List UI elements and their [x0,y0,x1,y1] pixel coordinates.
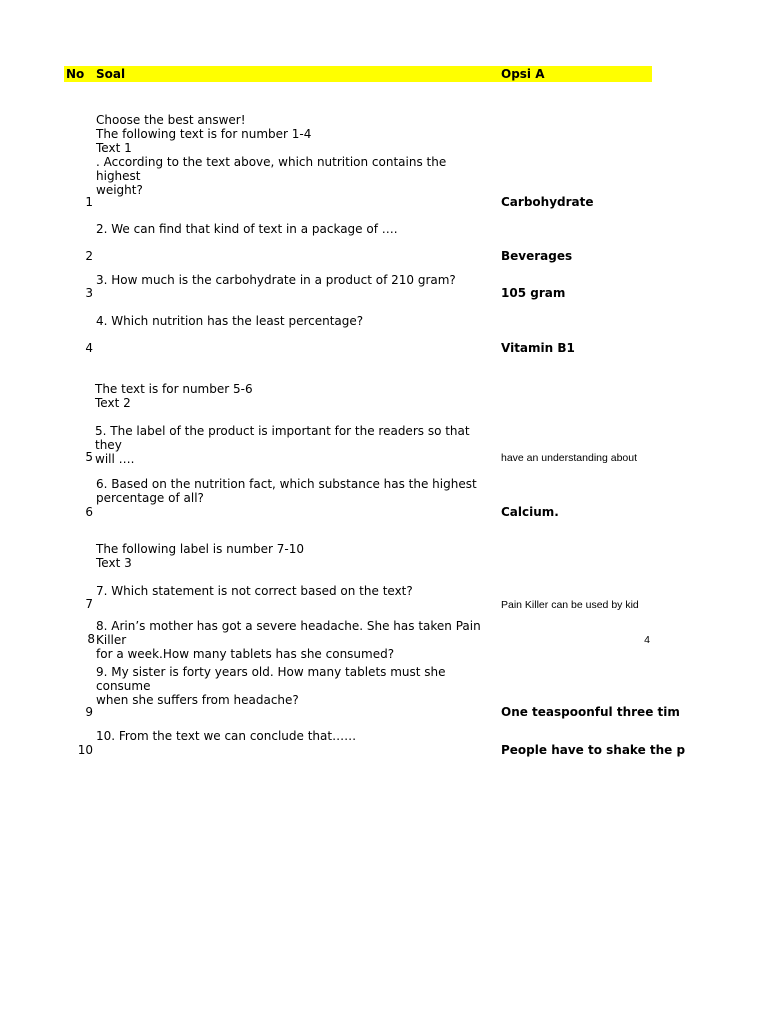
row-number-cell[interactable]: 2 [85,249,93,263]
option-a-cell[interactable]: Vitamin B1 [501,341,575,355]
option-a-cell[interactable]: have an understanding about [501,452,638,464]
row-number-cell[interactable]: 10 [77,743,93,757]
row-number-cell[interactable]: 8 [87,632,95,646]
question-cell[interactable] [96,273,488,287]
option-a-cell[interactable]: People have to shake the p [501,743,686,757]
question-cell[interactable] [96,222,488,236]
option-a-cell[interactable]: Calcium. [501,505,559,519]
question-line: Text 1 [96,141,132,155]
question-line: Text 3 [96,556,132,570]
question-line: . According to the text above, which nutrition contains the highest [96,155,451,183]
question-line: 6. Based on the nutrition fact, which substance has the highest [96,477,477,491]
row-number-cell[interactable]: 5 [85,450,93,464]
option-a-cell[interactable]: 105 gram [501,286,566,300]
question-line: when she suffers from headache? [96,693,299,707]
option-a-cell[interactable]: 4 [644,634,650,646]
question-cell[interactable] [96,665,488,707]
question-line: The following label is number 7-10 [96,542,305,556]
question-line: 7. Which statement is not correct based on the text? [96,584,413,598]
question-line: 9. My sister is forty years old. How many tablets must she consume [96,665,450,693]
question-line: 4. Which nutrition has the least percentage? [96,314,364,328]
question-line [96,570,488,584]
header-soal[interactable]: Soal [96,67,126,81]
option-a-cell[interactable]: Pain Killer can be used by kid [501,599,639,611]
question-line: Text 2 [95,396,131,410]
question-cell[interactable] [96,729,488,743]
question-line [95,410,487,424]
header-row-highlight [64,66,652,82]
question-line: percentage of all? [96,491,204,505]
header-opsi-a[interactable]: Opsi A [501,67,545,81]
question-line: 2. We can find that kind of text in a package of …. [96,222,398,236]
question-line: 5. The label of the product is important for the readers so that they [95,424,474,452]
row-number-cell[interactable]: 3 [85,286,93,300]
question-line: for a week.How many tablets has she consumed? [96,647,395,661]
option-a-cell[interactable]: Beverages [501,249,573,263]
row-number-cell[interactable]: 9 [85,705,93,719]
question-line: weight? [96,183,143,197]
row-number-cell[interactable]: 1 [85,195,93,209]
question-line: 3. How much is the carbohydrate in a product of 210 gram? [96,273,456,287]
question-cell[interactable] [95,382,487,466]
question-line: The following text is for number 1-4 [96,127,312,141]
option-a-cell[interactable]: One teaspoonful three tim [501,705,680,719]
question-line: The text is for number 5-6 [95,382,253,396]
question-line: 10. From the text we can conclude that…… [96,729,357,743]
question-line: Choose the best answer! [96,113,246,127]
question-cell[interactable] [96,542,488,598]
header-no[interactable]: No [66,67,85,81]
question-cell[interactable] [96,314,488,328]
row-number-cell[interactable]: 7 [85,597,93,611]
question-line: 8. Arin’s mother has got a severe headache. She has taken Pain Killer [96,619,485,647]
question-cell[interactable] [96,619,488,661]
option-a-cell[interactable]: Carbohydrate [501,195,594,209]
row-number-cell[interactable]: 4 [85,341,93,355]
row-number-cell[interactable]: 6 [85,505,93,519]
question-cell[interactable] [96,477,488,505]
question-line: will …. [95,452,135,466]
question-cell[interactable] [96,113,488,197]
